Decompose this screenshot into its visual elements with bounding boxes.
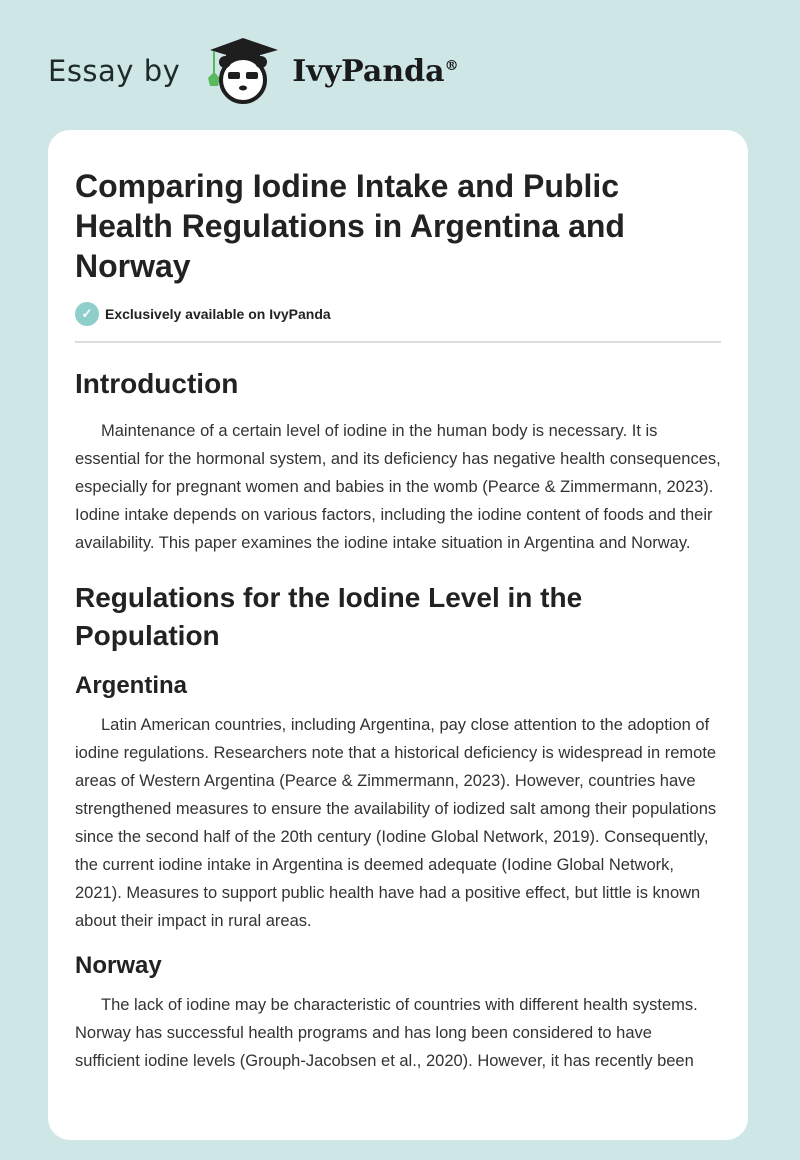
section-heading: Introduction xyxy=(75,368,239,399)
paragraph: The lack of iodine may be characteristic of countries with different health systems. Norway has successful health programs and has long been considered to have sufficient iodine levels (Grouph-Jacobsen et al., 2020). However, it has recently been xyxy=(75,996,698,1070)
subsection-heading: Norway xyxy=(75,952,162,979)
divider xyxy=(75,341,721,343)
section-heading: Regulations for the Iodine Level in the Population xyxy=(75,582,583,651)
panda-graduation-cap-icon xyxy=(198,36,288,106)
essay-card xyxy=(48,130,748,1140)
brand-logo-text: IvyPanda® xyxy=(292,53,459,89)
paragraph: Maintenance of a certain level of iodine in the human body is necessary. It is essential for the hormonal system, and its deficiency has negative health consequences, especially for pregnant women and babies in the womb (Pearce & Zimmermann, 2023). Iodine intake depends on various factors, including the iodine content of foods and their availability. This paper examines the iodine intake situation in Argentina and Norway. xyxy=(75,422,721,552)
subsection-heading: Argentina xyxy=(75,672,188,699)
check-circle-icon: ✓ xyxy=(75,302,99,326)
essay-title: Comparing Iodine Intake and Public Health Regulations in Argentina and Norway xyxy=(75,168,625,284)
essay-by-label: Essay by xyxy=(48,54,181,88)
badge-label: Exclusively available on IvyPanda xyxy=(105,306,331,322)
exclusive-badge xyxy=(75,302,721,326)
site-header xyxy=(48,36,459,106)
paragraph: Latin American countries, including Argentina, pay close attention to the adoption of iodine regulations. Researchers note that a historical deficiency is widespread in remote areas of Western Argentina (Pearce & Zimmermann, 2023). However, countries have strengthened measures to ensure the availability of iodized salt among their populations since the second half of the 20th century (Iodine Global Network, 2019). Consequently, the current iodine intake in Argentina is deemed adequate (Iodine Global Network, 2021). Measures to support public health have had a positive effect, but little is known about their impact in rural areas. xyxy=(75,716,717,930)
